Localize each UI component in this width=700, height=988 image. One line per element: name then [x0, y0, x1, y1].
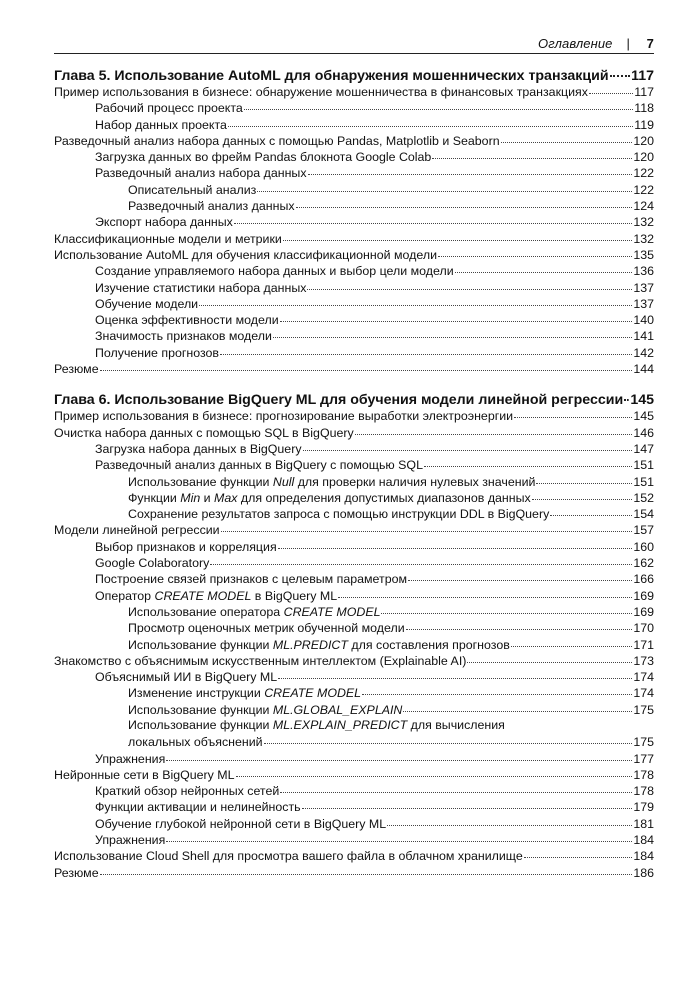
dot-leader [338, 585, 632, 598]
toc-entry-title [54, 522, 220, 538]
toc-code-term: CREATE MODEL [154, 588, 252, 603]
toc-title-text: Нейронные сети в BigQuery ML [54, 767, 235, 782]
dot-leader [536, 471, 632, 484]
dot-leader [220, 342, 632, 355]
toc-page-number: 120 [633, 133, 654, 148]
toc-title-text: Очистка набора данных с помощью SQL в BigQuery [54, 425, 354, 440]
toc-title-text: Функции активации и нелинейность [95, 800, 301, 815]
toc-entry-title [95, 100, 243, 116]
toc-page-number: 178 [633, 767, 654, 782]
toc-title-text: Оператор [95, 588, 155, 603]
toc-page-number: 174 [633, 670, 654, 685]
toc-title-text: Изменение инструкции [128, 686, 265, 701]
toc-title-text: Упражнения [95, 751, 166, 766]
toc-page-number: 144 [633, 362, 654, 377]
dot-leader [381, 601, 632, 614]
toc-page-number: 136 [633, 264, 654, 279]
dot-leader [280, 309, 633, 322]
dot-leader [424, 454, 632, 467]
dot-leader [244, 97, 633, 110]
toc-page-number: 169 [633, 588, 654, 603]
toc-entry-title [128, 474, 535, 490]
toc-page-number: 179 [633, 800, 654, 815]
toc-page-number: 177 [633, 751, 654, 766]
dot-leader [406, 617, 633, 630]
toc-entry-title [128, 490, 531, 506]
toc-title-text: Использование функции [128, 474, 273, 489]
toc-entry-title [95, 312, 279, 328]
toc-entry-title [95, 555, 209, 571]
dot-leader [100, 358, 633, 371]
toc-entry-title [95, 832, 165, 848]
toc-code-term: Min [180, 490, 201, 505]
toc-title-text: Пример использования в бизнесе: обнаружение мошенничества в финансовых транзакциях [54, 85, 588, 99]
toc-entry-title [54, 767, 235, 783]
toc-title-text: для определения допустимых диапазонов данных [237, 490, 531, 505]
toc-page-number: 146 [633, 425, 654, 440]
toc-entry-title [95, 214, 233, 230]
toc-title-text: Загрузка набора данных в BigQuery [95, 441, 302, 456]
dot-leader [221, 519, 633, 532]
toc-page-number: 142 [633, 345, 654, 360]
toc-title-text: Сохранение результатов запроса с помощью инструкции DDL в BigQuery [128, 507, 550, 522]
toc-page-number: 120 [633, 150, 654, 165]
dot-leader [362, 682, 632, 695]
toc-entry-title [128, 685, 361, 701]
toc-page-number: 174 [633, 686, 654, 701]
dot-leader [283, 228, 632, 241]
toc-title-text: Функции [128, 490, 181, 505]
dot-leader [408, 568, 632, 581]
toc-page-number: 169 [633, 604, 654, 619]
toc-entry-title [54, 231, 282, 247]
dot-leader [403, 699, 632, 712]
running-header [54, 34, 654, 52]
toc-entry-title [128, 620, 405, 636]
toc-page-number: 145 [633, 409, 654, 424]
dot-leader [100, 862, 633, 875]
toc-page-number: 175 [633, 702, 654, 717]
toc-entry-title [95, 441, 302, 457]
toc-code-term: ML.EXPLAIN_PREDICT [272, 717, 408, 732]
dot-leader [501, 130, 633, 143]
toc-title-text: Просмотр оценочных метрик обученной модели [128, 621, 405, 636]
toc-page-number: 122 [633, 182, 654, 197]
dot-leader [199, 293, 632, 306]
page-number: 7 [646, 35, 654, 51]
dot-leader [166, 748, 632, 761]
toc-title-text: Экспорт набора данных [95, 215, 233, 230]
dot-leader [278, 536, 633, 549]
toc-page-number: 152 [633, 490, 654, 505]
toc-page-number: 137 [633, 280, 654, 295]
toc-title-text: Знакомство с объяснимым искусственным интеллектом (Explainable AI) [54, 653, 467, 668]
toc-page-number: 162 [633, 556, 654, 571]
toc-entry-title [95, 751, 165, 767]
toc-title-text: для составления прогнозов [347, 637, 510, 652]
toc-entry-title [54, 247, 437, 263]
toc-entry-title [54, 361, 99, 377]
toc-entry-title [54, 68, 609, 85]
toc-page-number: 135 [633, 247, 654, 262]
toc-title-text: Набор данных проекта [95, 117, 227, 132]
dot-leader [624, 387, 629, 401]
toc-page-number: 178 [633, 784, 654, 799]
toc-page-number: 124 [633, 199, 654, 214]
toc-title-text: Выбор признаков и корреляция [95, 539, 277, 554]
toc-title-text: в BigQuery ML [251, 588, 338, 603]
dot-leader [303, 438, 633, 451]
toc-title-text: Пример использования в бизнесе: прогнозирование выработки электроэнергии [54, 409, 514, 424]
toc-entry-title [95, 588, 337, 604]
toc-entry-title [95, 117, 227, 133]
toc-title-text: Разведочный анализ набора данных [95, 166, 307, 181]
dot-leader [455, 260, 633, 273]
dot-leader [273, 325, 632, 338]
toc-page-number: 157 [633, 523, 654, 538]
toc-title-text: Глава 6. Использование BigQuery ML для обучения модели линейной регрессии [54, 392, 624, 409]
toc-title-text: Разведочный анализ данных в BigQuery с помощью SQL [95, 458, 423, 473]
toc-page-number: 151 [633, 458, 654, 473]
toc-title-text: Использование функции [128, 702, 273, 717]
toc-title-text: Резюме [54, 865, 99, 880]
toc-page-number: 170 [633, 621, 654, 636]
toc-code-term: CREATE MODEL [264, 686, 362, 701]
toc-title-text: для вычисления [407, 717, 505, 732]
dot-leader [264, 731, 633, 744]
toc-title-text: Глава 5. Использование AutoML для обнаружения мошеннических транзакций [54, 68, 609, 84]
toc-title-text: Использование функции [128, 717, 273, 732]
toc-page-number: 171 [633, 637, 654, 652]
dot-leader [257, 179, 632, 192]
dot-leader [210, 552, 632, 565]
toc-entry-title [95, 799, 301, 815]
dot-leader [308, 162, 633, 175]
toc-page-number: 145 [630, 392, 654, 409]
toc-page-number: 160 [633, 539, 654, 554]
toc-entry-title [54, 865, 99, 881]
toc-title-text: Разведочный анализ данных [128, 199, 295, 214]
toc-page-number: 132 [633, 231, 654, 246]
dot-leader [355, 422, 633, 435]
toc-title-text: Использование Cloud Shell для просмотра вашего файла в облачном хранилище [54, 849, 523, 864]
toc-title-text: Оценка эффективности модели [95, 313, 279, 328]
toc-title-text: Использование функции [128, 637, 273, 652]
toc-page-number: 186 [633, 865, 654, 880]
toc-title-text: Обучение глубокой нейронной сети в BigQuery ML [95, 816, 387, 831]
toc-page-number: 122 [633, 166, 654, 181]
toc-page-number: 118 [634, 101, 654, 116]
toc-title-text: Значимость признаков модели [95, 329, 272, 344]
toc-entry[interactable] [54, 864, 654, 880]
dot-leader [511, 634, 633, 647]
toc-entry-title [128, 702, 402, 718]
toc-entry-title [128, 182, 256, 198]
dot-leader [550, 503, 632, 516]
toc-title-text: Рабочий процесс проекта [95, 101, 243, 116]
toc-title-text: локальных объяснений [128, 735, 263, 750]
dot-leader [438, 244, 632, 257]
dot-leader [280, 780, 632, 793]
toc-page-number: 181 [633, 816, 654, 831]
toc-code-term: ML.PREDICT [272, 637, 348, 652]
toc-title-text: Загрузка данных во фрейм Pandas блокнота Google Colab [95, 150, 432, 165]
dot-leader [228, 114, 633, 127]
dot-leader [302, 796, 633, 809]
dot-leader [514, 405, 632, 418]
header-rule [54, 53, 654, 54]
dot-leader [467, 650, 632, 663]
toc-page-number: 117 [634, 85, 654, 99]
toc-title-text: Использование оператора [128, 604, 284, 619]
toc-entry-title [95, 783, 279, 799]
toc-entry[interactable] [54, 701, 654, 717]
toc-title-text: Разведочный анализ набора данных с помощью Pandas, Matplotlib и Seaborn [54, 133, 500, 148]
toc-entry-title [95, 457, 423, 473]
dot-leader [610, 63, 631, 77]
toc-code-term: Null [272, 474, 295, 489]
toc-title-text: Классификационные модели и метрики [54, 231, 282, 246]
toc-page-number: 117 [631, 68, 654, 84]
toc-title-text: Описательный анализ [128, 182, 257, 197]
toc-page-number: 137 [633, 296, 654, 311]
toc-title-text: Создание управляемого набора данных и выбор цели модели [95, 264, 454, 279]
dot-leader [234, 211, 632, 224]
section-title: Оглавление [538, 35, 613, 51]
toc-title-text: и [200, 490, 215, 505]
dot-leader [432, 146, 632, 159]
dot-leader [589, 81, 633, 94]
toc-page-number: 147 [633, 441, 654, 456]
toc-page-number: 173 [633, 653, 654, 668]
toc-entry-title [128, 604, 380, 620]
toc-title-text: Изучение статистики набора данных [95, 280, 307, 295]
toc-title-text: Краткий обзор нейронных сетей [95, 784, 280, 799]
header-separator: | [626, 35, 630, 51]
toc-page-number: 132 [633, 215, 654, 230]
toc-title-text: для проверки наличия нулевых значений [294, 474, 536, 489]
toc-title-text: Google Colaboratory [95, 556, 210, 571]
dot-leader [296, 195, 633, 208]
dot-leader [307, 277, 632, 290]
toc-page-number: 184 [633, 849, 654, 864]
toc-title-text: Упражнения [95, 833, 166, 848]
toc-entry[interactable] [54, 360, 654, 376]
dot-leader [278, 666, 632, 679]
toc-page-number: 184 [633, 833, 654, 848]
toc-page-number: 140 [633, 313, 654, 328]
toc-page-number: 151 [633, 474, 654, 489]
dot-leader [524, 845, 633, 858]
dot-leader [387, 813, 632, 826]
toc-title-text: Объяснимый ИИ в BigQuery ML [95, 670, 278, 685]
dot-leader [236, 764, 633, 777]
toc-title-text: Использование AutoML для обучения классификационной модели [54, 247, 437, 262]
toc-title-text: Построение связей признаков с целевым параметром [95, 572, 407, 587]
toc-title-text: Обучение модели [95, 296, 199, 311]
toc-entry-title [128, 637, 510, 653]
dot-leader [166, 829, 632, 842]
toc-title-text: Модели линейной регрессии [54, 523, 220, 538]
toc-entry-title [95, 669, 277, 685]
toc-page-number: 166 [633, 572, 654, 587]
toc-page-number: 175 [633, 735, 654, 750]
toc-entry-title [95, 296, 198, 312]
toc-page-number: 154 [633, 507, 654, 522]
toc-page-number: 119 [634, 117, 654, 132]
toc-code-term: Max [214, 490, 238, 505]
toc-page-number: 141 [633, 329, 654, 344]
toc-title-text: Получение прогнозов [95, 345, 220, 360]
table-of-contents [54, 66, 654, 880]
toc-code-term: ML.GLOBAL_EXPLAIN [272, 702, 403, 717]
toc-title-text: Резюме [54, 362, 99, 377]
toc-code-term: CREATE MODEL [283, 604, 381, 619]
dot-leader [532, 487, 633, 500]
toc-chapter-entry[interactable] [54, 66, 654, 83]
